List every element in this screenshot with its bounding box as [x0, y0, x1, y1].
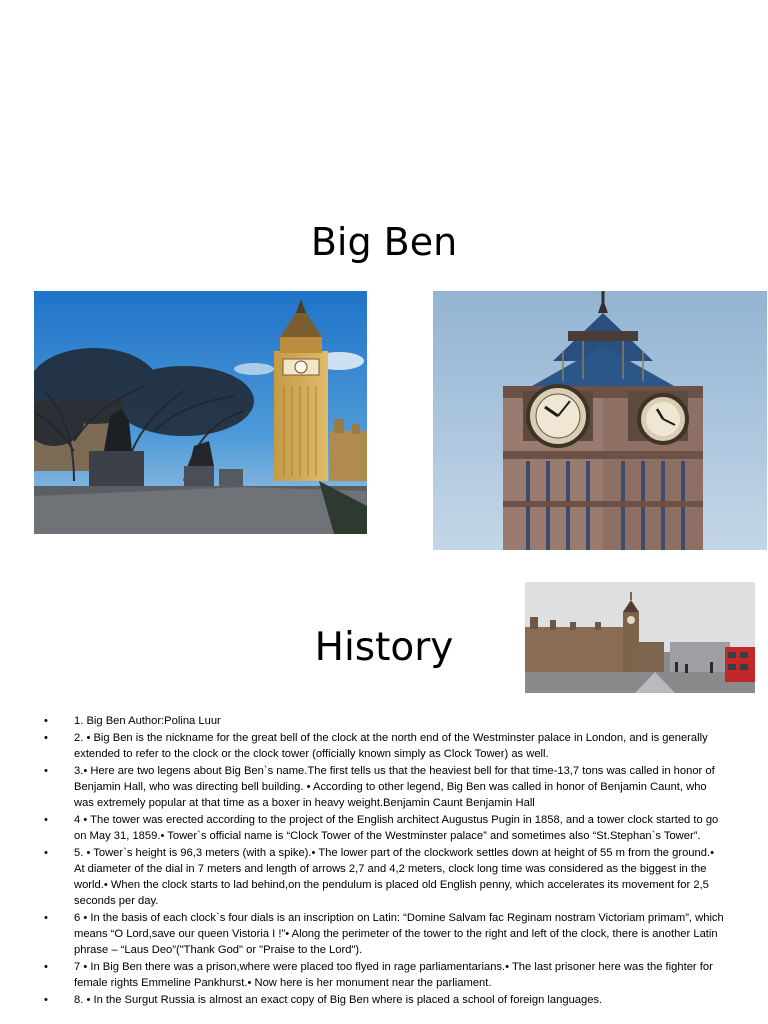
history-item-text: 3.• Here are two legens about Big Ben`s name.The first tells us that the heaviest bell for that time-13,7 tons was called in honor of Benjamin Hall, who was directing bell building. • According to other legend, Big Ben was called in honor of Benjamin Caunt, who was extremely popular at that time as a boxer in heavy weight.Benjamin Caunt Benjamin Hall: [74, 764, 715, 810]
big-ben-park-photo: [34, 291, 367, 534]
bullet: •: [44, 961, 48, 974]
bullet: •: [44, 731, 48, 744]
history-item-6: [44, 910, 724, 959]
bullet: •: [44, 993, 48, 1006]
history-item-1: [44, 713, 724, 729]
bullet: •: [44, 715, 48, 727]
history-item-text: 2. • Big Ben is the nickname for the great bell of the clock at the north end of the Westminster palace in London, and is generally extended to refer to the clock or the clock tower (officially known simply as Clock Tower) as well.: [74, 731, 708, 760]
history-item-8: [44, 992, 724, 1008]
bullet: •: [44, 764, 48, 777]
history-item-text: 4 • The tower was erected according to the project of the English architect Augustus Pugin in 1858, and a tower clock started to go on May 31, 1859.• Tower`s official name is “Clock Tower of the Westminster palace” and sometimes also “St.Stephan`s Tower”.: [74, 813, 719, 842]
history-item-4: [44, 812, 724, 844]
history-title: History: [314, 625, 454, 670]
history-item-text: 8. • In the Surgut Russia is almost an exact copy of Big Ben where is placed a school of foreign languages.: [74, 993, 603, 1006]
bullet: •: [44, 846, 48, 859]
history-item-text: 5. • Tower`s height is 96,3 meters (with a spike).• The lower part of the clockwork settles down at height of 55 m from the ground.• At diameter of the dial in 7 meters and length of arrows 2,7 and 4,2 meters, clock long time was considered as the biggest in the world.• When the clock starts to lad behind,on the pendulum is placed old English penny, which accelerates its movement for 2,5 seconds per day.: [74, 846, 714, 908]
history-item-text: 1. Big Ben Author:Polina Luur: [74, 715, 221, 727]
history-item-7: [44, 959, 724, 991]
history-item-3: [44, 763, 724, 812]
history-item-5: [44, 845, 724, 910]
history-list: [44, 713, 724, 1009]
big-ben-clock-closeup-photo: [433, 291, 767, 550]
bullet: •: [44, 911, 48, 924]
slide-title: Big Ben: [310, 220, 458, 264]
history-item-text: 7 • In Big Ben there was a prison,where were placed too flyed in rage parliamentarians.• The last prisoner here was the fighter for female rights Emmeline Pankhurst.• Now here is her monument near the parliament.: [74, 961, 713, 990]
history-item-2: [44, 730, 724, 762]
history-item-text: 6 • In the basis of each clock`s four dials is an inscription on Latin: “Domine Salvam fac Reginam nostram Victoriam primam”, which means “O Lord,save our queen Vistoria I !”• Along the perimeter of the tower to the right and left of the clock, there is another Latin phrase – “Laus Deo”("Thank God" or "Praise to the Lord").: [74, 911, 724, 957]
westminster-palace-photo: [525, 582, 755, 693]
bullet: •: [44, 813, 48, 826]
